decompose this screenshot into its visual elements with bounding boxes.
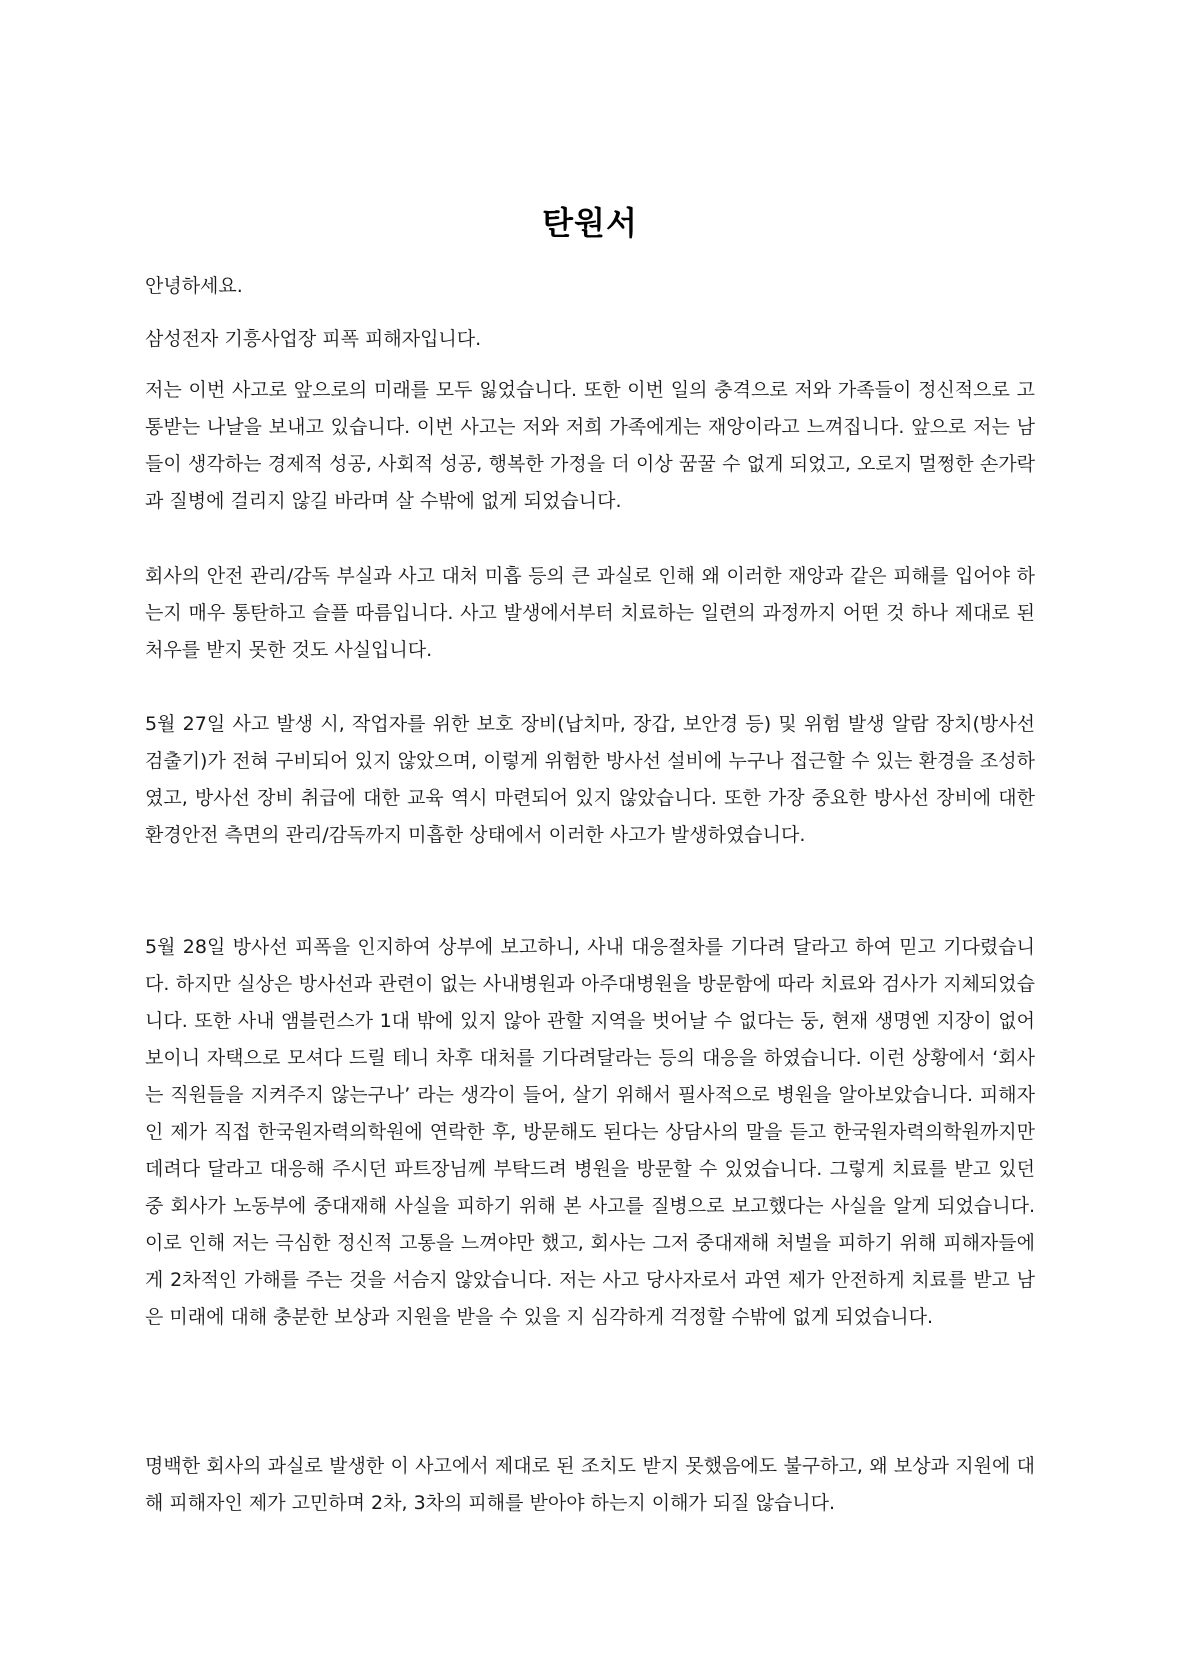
- paragraph-future-loss: 저는 이번 사고로 앞으로의 미래를 모두 잃었습니다. 또한 이번 일의 충격으로 저와 가족들이 정신적으로 고통받는 나날을 보내고 있습니다. 이번 사고는 저와 저희 가족에게는 재앙이라고 느껴집니다. 앞으로 저는 남들이 생각하는 경제적 성공, 사회적 성공, 행복한 가정을 더 이상 꿈꿀 수 없게 되었고, 오로지 멀쩡한 손가락과 질병에 걸리지 않길 바라며 살 수밖에 없게 되었습니다.: [145, 379, 1035, 512]
- paragraph-compensation: 명백한 회사의 과실로 발생한 이 사고에서 제대로 된 조치도 받지 못했음에도 불구하고, 왜 보상과 지원에 대해 피해자인 제가 고민하며 2차, 3차의 피해를 받아야 하는지 이해가 되질 않습니다.: [145, 1455, 1035, 1514]
- document-title: 탄원서: [542, 204, 638, 242]
- paragraph-response-may-28: 5월 28일 방사선 피폭을 인지하여 상부에 보고하니, 사내 대응절차를 기다려 달라고 하여 믿고 기다렸습니다. 하지만 실상은 방사선과 관련이 없는 사내병원과 아주대병원을 방문함에 따라 치료와 검사가 지체되었습니다. 또한 사내 앰블런스가 1대 밖에 있지 않아 관할 지역을 벗어날 수 없다는 둥, 현재 생명엔 지장이 없어 보이니 자택으로 모셔다 드릴 테니 차후 대처를 기다려달라는 등의 대응을 하였습니다. 이런 상황에서 ‘회사는 직원들을 지켜주지 않는구나’ 라는 생각이 들어, 살기 위해서 필사적으로 병원을 알아보았습니다. 피해자인 제가 직접 한국원자력의학원에 연락한 후, 방문해도 된다는 상담사의 말을 듣고 한국원자력의학원까지만 데려다 달라고 대응해 주시던 파트장님께 부탁드려 병원을 방문할 수 있었습니다. 그렇게 치료를 받고 있던 중 회사가 노동부에 중대재해 사실을 피하기 위해 본 사고를 질병으로 보고했다는 사실을 알게 되었습니다. 이로 인해 저는 극심한 정신적 고통을 느껴야만 했고, 회사는 그저 중대재해 처벌을 피하기 위해 피해자들에게 2차적인 가해를 주는 것을 서슴지 않았습니다. 저는 사고 당사자로서 과연 제가 안전하게 치료를 받고 남은 미래에 대해 충분한 보상과 지원을 받을 수 있을 지 심각하게 걱정할 수밖에 없게 되었습니다.: [145, 936, 1035, 1328]
- paragraph-company-negligence: 회사의 안전 관리/감독 부실과 사고 대처 미흡 등의 큰 과실로 인해 왜 이러한 재앙과 같은 피해를 입어야 하는지 매우 통탄하고 슬플 따름입니다. 사고 발생에서부터 치료하는 일련의 과정까지 어떤 것 하나 제대로 된 처우를 받지 못한 것도 사실입니다.: [145, 565, 1035, 661]
- greeting-text: 안녕하세요.: [145, 275, 243, 297]
- paragraph-accident-may-27: 5월 27일 사고 발생 시, 작업자를 위한 보호 장비(납치마, 장갑, 보안경 등) 및 위험 발생 알람 장치(방사선 검출기)가 전혀 구비되어 있지 않았으며, 이렇게 위험한 방사선 설비에 누구나 접근할 수 있는 환경을 조성하였고, 방사선 장비 취급에 대한 교육 역시 마련되어 있지 않았습니다. 또한 가장 중요한 방사선 장비에 대한 환경안전 측면의 관리/감독까지 미흡한 상태에서 이러한 사고가 발생하였습니다.: [145, 713, 1035, 846]
- intro-text: 삼성전자 기흥사업장 피폭 피해자입니다.: [145, 328, 482, 350]
